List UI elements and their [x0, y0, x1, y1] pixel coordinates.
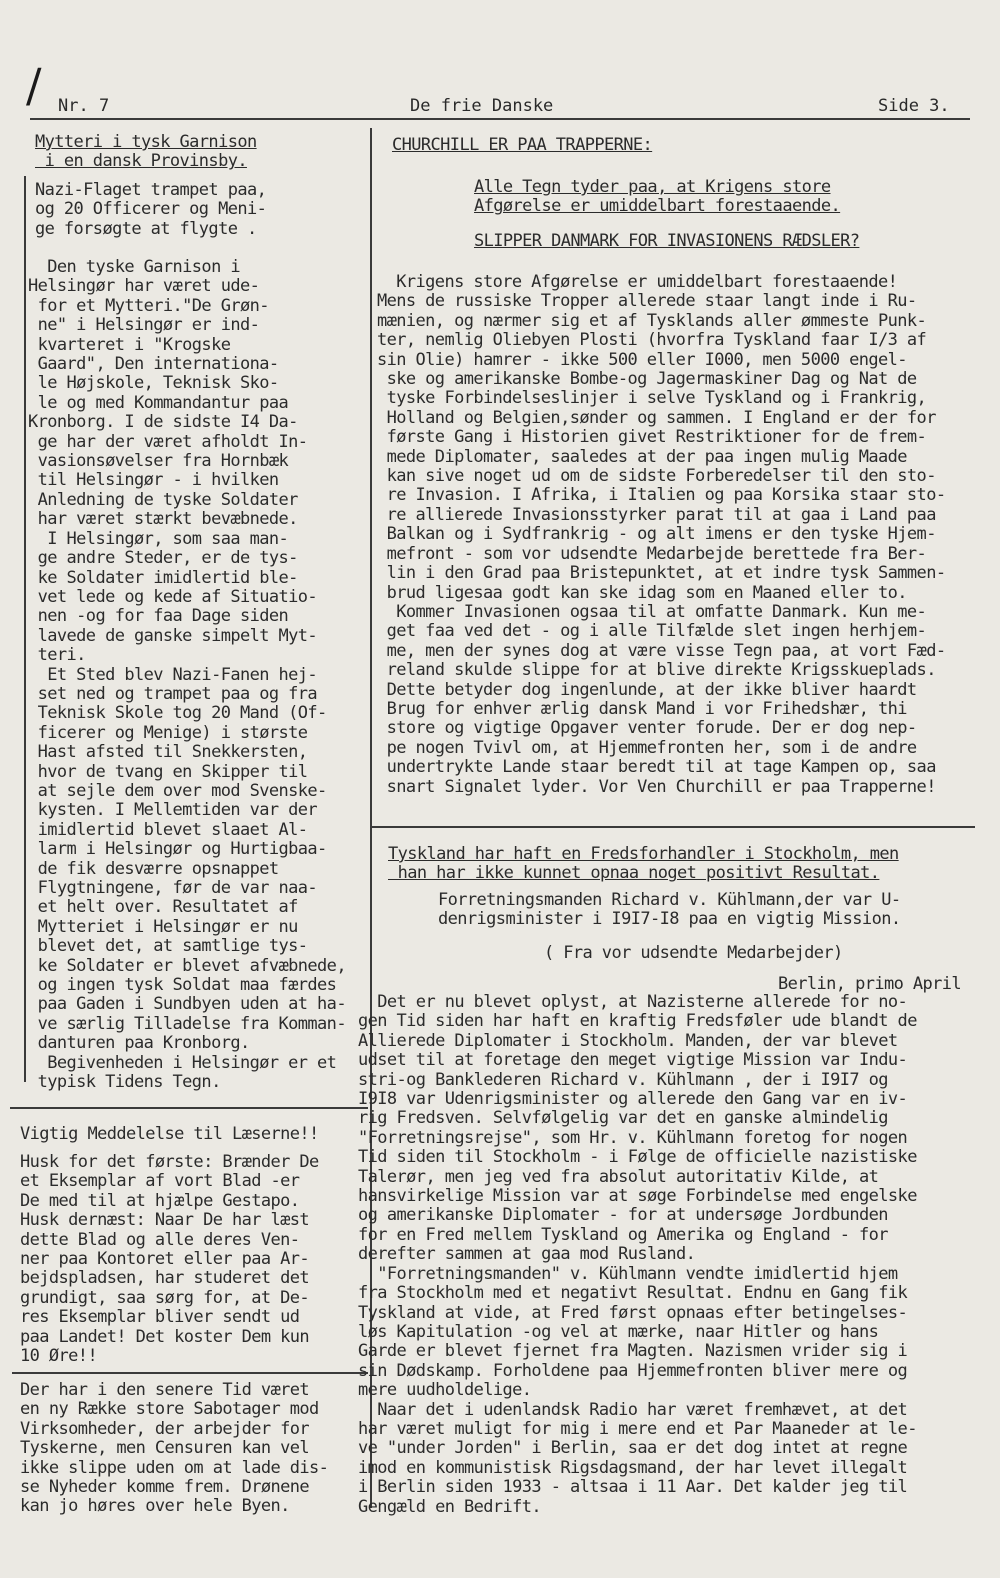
section-rule — [12, 1372, 368, 1374]
kuhlmann-byline: ( Fra vor udsendte Medarbejder) — [544, 943, 843, 963]
mytteri-body: Den tyske Garnison i Helsingør har været ude- for et Mytteri."De Grøn- ne" i Helsingør er ind- kvarteret i "Krogske Gaard", Den internationa- le Højskole, Teknisk Sko- le og med Kommandantur paa Kronborg. I de sidste I4 Da- ge har der været afholdt In- vasionsøvelser fra Hornbæk til Helsingør - i hvilken Anledning de tyske Soldater har været stærkt bevæbnede. I Helsingør, som saa man- ge andre Steder, er de tys- ke Soldater imidlertid ble- vet lede og kede af Situatio- nen -og for faa Dage siden lavede de ganske simpelt Myt- teri. Et Sted blev Nazi-Fanen hej- set ned og trampet paa og fra Teknisk Skole tog 20 Mand (Of- ficerer og Menige) i største Hast afsted til Snekkersten, hvor de tvang en Skipper til at sejle dem over mod Svenske- kysten. I Mellemtiden var der imidlertid blevet slaaet Al- larm i Helsingør og Hurtigbaa- de fik desværre opsnappet Flygtningene, før de var naa- et helt over. Resultatet af Mytteriet i Helsingør er nu blevet det, at samtlige tys- ke Soldater er blevet afvæbnede, og ingen tysk Soldat maa færdes paa Gaden i Sundbyen uden at ha- ve særlig Tilladelse fra Komman- danturen paa Kronborg. Begivenheden i Helsingør er et typisk Tidens Tegn. — [28, 257, 346, 1093]
churchill-subheadline: Alle Tegn tyder paa, at Krigens store Afgørelse er umiddelbart forestaaende. — [474, 177, 841, 217]
kuhlmann-body: Det er nu blevet oplyst, at Nazisterne allerede for no- gen Tid siden har haft en kraftig Fredsføler ude blandt de Allierede Diplomater i Stockholm. Manden, der var blevet udset til at foretage den meget vigtige Mission var Indu- stri-og Banklederen Richard v. Kühlmann , der i I9I7 og I9I8 var Udenrigsminister og allerede den Gang var en iv- rig Fredsven. Selvfølgelig var det en ganske almindelig "Forretningsrejse", som Hr. v. Kühlmann foretog for nogen Tid siden til Stockholm - i Følge de officielle nazistiske Talerør, men jeg ved fra absolut autoritativ Kilde, at hansvirkelige Mission var at søge Forbindelse med engelske og amerikanske Diplomater - for at undersøge Jordbunden for en Fred mellem Tyskland og Amerika og England - for derefter sammen at gaa mod Rusland. "Forretningsmanden" v. Kühlmann vendte imidlertid hjem fra Stockholm med et negativt Resultat. Endnu en Gang fik Tyskland at vide, at Fred først opnaas efter betingelses- løs Kapitulation -og vel at mærke, naar Hitler og hans Garde er blevet fjernet fra Magten. Nazismen vrider sig i sin Dødskamp. Forholdene paa Hjemmefronten bliver mere og mere uudholdelige. Naar det i udenlandsk Radio har været fremhævet, at det har været muligt for mig i mere end et Par Maaneder at le- ve "under Jorden" i Berlin, saa er det dog intet at regne imod en kommunistisk Rigsdagsmand, der har levet illegalt i Berlin siden 1933 - altsaa i 11 Aar. Det kalder jeg til Gengæld en Bedrift. — [358, 992, 917, 1517]
section-rule — [370, 826, 975, 828]
paper-name: De frie Danske — [410, 96, 554, 116]
churchill-question: SLIPPER DANMARK FOR INVASIONENS RÆDSLER? — [474, 231, 860, 251]
meddelelse-headline: Vigtig Meddelelse til Læserne!! — [20, 1124, 319, 1144]
meddelelse-body: Husk for det første: Brænder De et Eksemplar af vort Blad -er De med til at hjælpe Gestapo. Husk dernæst: Naar De har læst dette Blad og alle deres Ven- ner paa Kontoret eller paa Ar- bejdspladsen, har studeret det grundigt, saa sørg for, at De- res Eksemplar bliver sendt ud paa Landet! Det koster Dem kun 10 Øre!! — [20, 1152, 319, 1367]
kuhlmann-dateline: Berlin, primo April — [778, 974, 962, 994]
mytteri-lead: Nazi-Flaget trampet paa, og 20 Officerer og Meni- ge forsøgte at flygte . — [35, 180, 267, 239]
mytteri-headline: Mytteri i tysk Garnison i en dansk Provinsby. — [35, 132, 257, 172]
header-rule — [30, 118, 970, 120]
churchill-body: Krigens store Afgørelse er umiddelbart forestaaende! Mens de russiske Tropper allerede staar langt inde i Ru- mænien, og nærmer sig et af Tysklands aller ømmeste Punk- ter, nemlig Oliebyen Plosti (hvorfra Tyskland faar I/3 af sin Olie) hamrer - ikke 500 eller I000, men 5000 engel- ske og amerikanske Bombe-og Jagermaskiner Dag og Nat de tyske Forbindelseslinjer i selve Tyskland og i Frankrig, Holland og Belgien,sønder og sammen. I England er der for første Gang i Historien givet Restriktioner for de frem- mede Diplomater, saaledes at der paa ingen mulig Maade kan sive noget ud om de sidste Forberedelser til den sto- re Invasion. I Afrika, i Italien og paa Korsika staar sto- re allierede Invasionsstyrker parat til at gaa i Land paa Balkan og i Sydfrankrig - og alt imens er den tyske Hjem- mefront - som vor udsendte Medarbejde berettede fra Ber- lin i den Grad paa Bristepunktet, at et indre tysk Sammen- brud ligesaa godt kan ske idag som en Maaned eller to. Kommer Invasionen ogsaa til at omfatte Danmark. Kun me- get faa ved det - og i alle Tilfælde slet ingen herhjem- me, men der synes dog at være visse Tegn paa, at vort Fæd- reland skulde slippe for at blive direkte Krigsskueplads. Dette betyder dog ingenlunde, at der ikke bliver haardt Brug for enhver ærlig dansk Mand i vor Frihedshær, thi store og vigtige Opgaver venter forude. Der er dog nep- pe nogen Tvivl om, at Hjemmefronten her, som i de andre undertrykte Lande staar beredt til at tage Kampen op, saa snart Signalet lyder. Vor Ven Churchill er paa Trapperne! — [377, 272, 946, 797]
kuhlmann-lead: Forretningsmanden Richard v. Kühlmann,der var U- denrigsminister i I9I7-I8 paa en vigtig Mission. — [438, 890, 901, 930]
mytteri-frame — [24, 176, 26, 1082]
section-rule — [10, 1107, 368, 1109]
ink-mark: / — [26, 58, 42, 112]
sabotage-body: Der har i den senere Tid været en ny Række store Sabotager mod Virksomheder, der arbejder for Tyskerne, men Censuren kan vel ikke slippe uden om at lade dis- se Nyheder komme frem. Drønene kan jo høres over hele Byen. — [20, 1380, 329, 1517]
churchill-headline: CHURCHILL ER PAA TRAPPERNE: — [392, 135, 653, 155]
page-number: Side 3. — [878, 96, 950, 116]
issue-number: Nr. 7 — [58, 96, 110, 116]
kuhlmann-headline: Tyskland har haft en Fredsforhandler i Stockholm, men han har ikke kunnet opnaa noget positivt Resultat. — [388, 844, 899, 884]
